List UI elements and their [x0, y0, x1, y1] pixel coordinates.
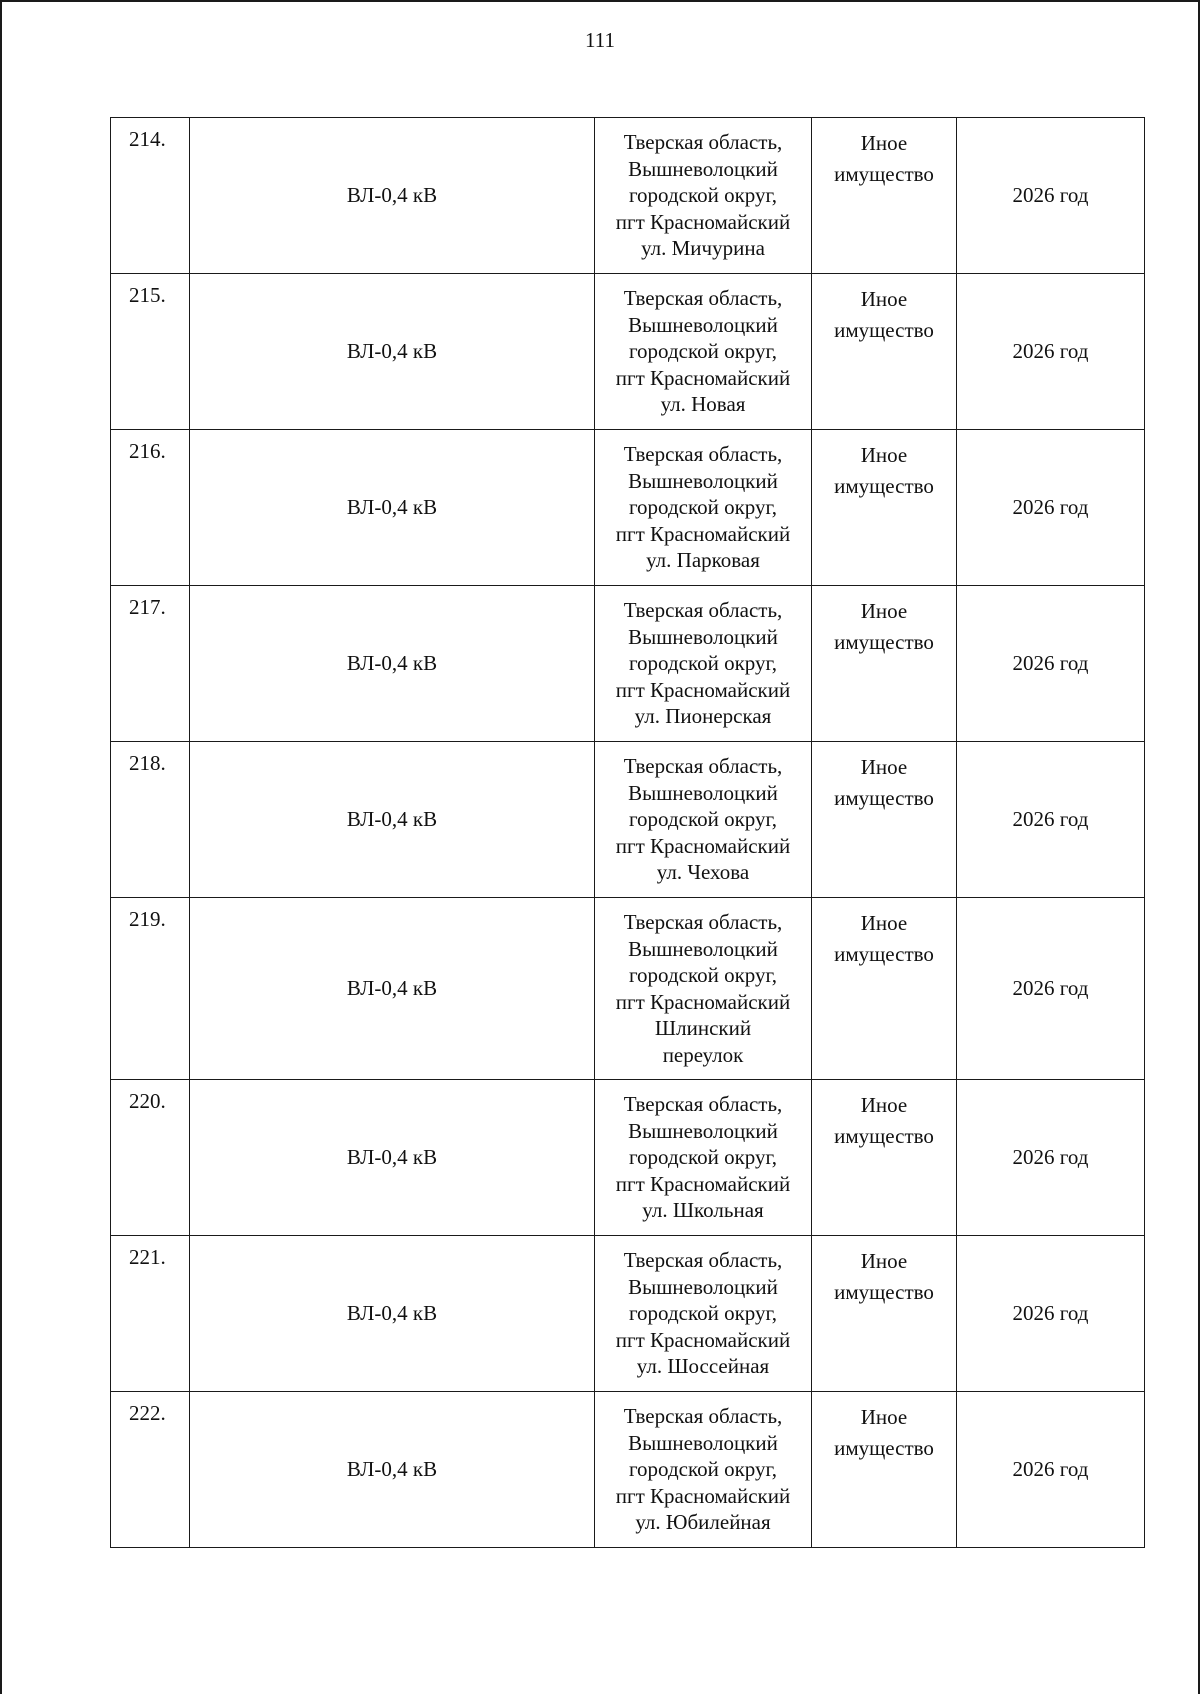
object-name: ВЛ-0,4 кВ [190, 1392, 595, 1548]
address-line: Тверская область, [623, 442, 783, 467]
object-address [595, 430, 812, 586]
table-row [111, 118, 1145, 274]
address-line: городской округ, [628, 807, 778, 832]
property-type-line: имущество [834, 786, 934, 810]
address-line: пгт Красномайский [615, 521, 791, 546]
property-type-line: Иное [860, 599, 908, 623]
property-type [812, 118, 957, 274]
object-address [595, 742, 812, 898]
address-line: городской округ, [628, 183, 778, 208]
property-type-line: Иное [860, 131, 908, 155]
property-type [812, 430, 957, 586]
address-line: пгт Красномайский [615, 1171, 791, 1196]
object-address [595, 898, 812, 1080]
property-table [110, 117, 1145, 1548]
object-name: ВЛ-0,4 кВ [190, 1080, 595, 1236]
privatization-year: 2026 год [957, 430, 1145, 586]
object-address [595, 586, 812, 742]
address-line: ул. Мичурина [641, 236, 765, 261]
address-line: городской округ, [628, 651, 778, 676]
privatization-year: 2026 год [957, 1392, 1145, 1548]
table-row [111, 430, 1145, 586]
address-line: ул. Чехова [656, 860, 750, 885]
address-line: пгт Красномайский [615, 833, 791, 858]
property-type-line: Иное [860, 287, 908, 311]
address-line: Тверская область, [623, 598, 783, 623]
address-line: переулок [662, 1042, 744, 1067]
address-line: городской округ, [628, 963, 778, 987]
property-type-line: имущество [834, 162, 934, 186]
row-number: 218. [111, 742, 190, 898]
property-type [812, 274, 957, 430]
property-type-line: имущество [834, 1436, 934, 1460]
address-line: городской округ, [628, 495, 778, 520]
scan-edge-left [0, 0, 2, 1694]
object-name: ВЛ-0,4 кВ [190, 118, 595, 274]
object-name: ВЛ-0,4 кВ [190, 742, 595, 898]
object-address [595, 1236, 812, 1392]
address-line: городской округ, [628, 1457, 778, 1482]
privatization-year: 2026 год [957, 898, 1145, 1080]
privatization-year: 2026 год [957, 1080, 1145, 1236]
row-number: 216. [111, 430, 190, 586]
address-line: пгт Красномайский [615, 209, 791, 234]
property-type [812, 1080, 957, 1236]
object-name: ВЛ-0,4 кВ [190, 430, 595, 586]
address-line: Шлинский [654, 1016, 752, 1040]
table-row [111, 274, 1145, 430]
property-type-line: имущество [834, 630, 934, 654]
row-number: 214. [111, 118, 190, 274]
row-number: 220. [111, 1080, 190, 1236]
property-type-line: имущество [834, 942, 934, 966]
table-row [111, 742, 1145, 898]
table-row [111, 586, 1145, 742]
address-line: Тверская область, [623, 130, 783, 155]
property-type [812, 742, 957, 898]
privatization-year: 2026 год [957, 586, 1145, 742]
address-line: Вышневолоцкий [628, 624, 778, 649]
address-line: городской округ, [628, 1301, 778, 1326]
address-line: пгт Красномайский [615, 1483, 791, 1508]
address-line: ул. Шоссейная [636, 1354, 770, 1379]
address-line: Тверская область, [623, 286, 783, 311]
address-line: ул. Школьная [642, 1198, 764, 1223]
property-table-body [111, 118, 1145, 1548]
address-line: Вышневолоцкий [628, 780, 778, 805]
address-line: Вышневолоцкий [628, 1430, 778, 1455]
privatization-year: 2026 год [957, 274, 1145, 430]
address-line: Тверская область, [623, 1248, 783, 1273]
object-name: ВЛ-0,4 кВ [190, 898, 595, 1080]
row-number: 222. [111, 1392, 190, 1548]
address-line: пгт Красномайский [615, 677, 791, 702]
property-type-line: Иное [860, 911, 908, 935]
row-number: 217. [111, 586, 190, 742]
property-type [812, 898, 957, 1080]
address-line: пгт Красномайский [615, 989, 791, 1014]
property-type-line: имущество [834, 1124, 934, 1148]
object-name: ВЛ-0,4 кВ [190, 1236, 595, 1392]
row-number: 215. [111, 274, 190, 430]
address-line: Вышневолоцкий [628, 1274, 778, 1299]
table-row [111, 1392, 1145, 1548]
property-type-line: имущество [834, 318, 934, 342]
object-address [595, 274, 812, 430]
property-type [812, 586, 957, 742]
address-line: ул. Пионерская [634, 704, 772, 729]
table-row [111, 1236, 1145, 1392]
property-type-line: имущество [834, 474, 934, 498]
table-row [111, 1080, 1145, 1236]
privatization-year: 2026 год [957, 1236, 1145, 1392]
address-line: ул. Парковая [646, 548, 760, 573]
address-line: Тверская область, [623, 1092, 783, 1117]
object-name: ВЛ-0,4 кВ [190, 274, 595, 430]
property-type-line: Иное [860, 1093, 908, 1117]
scan-edge-top [0, 0, 1200, 2]
address-line: Вышневолоцкий [628, 1118, 778, 1143]
property-type-line: Иное [860, 1405, 908, 1429]
address-line: Вышневолоцкий [628, 468, 778, 493]
address-line: пгт Красномайский [615, 365, 791, 390]
page-number: 111 [585, 28, 615, 52]
address-line: Вышневолоцкий [628, 936, 778, 961]
address-line: Тверская область, [623, 754, 783, 779]
privatization-year: 2026 год [957, 742, 1145, 898]
object-name: ВЛ-0,4 кВ [190, 586, 595, 742]
object-address [595, 1392, 812, 1548]
property-type [812, 1392, 957, 1548]
row-number: 221. [111, 1236, 190, 1392]
table-row [111, 898, 1145, 1080]
privatization-year: 2026 год [957, 118, 1145, 274]
property-type-line: Иное [860, 755, 908, 779]
address-line: пгт Красномайский [615, 1327, 791, 1352]
property-type-line: Иное [860, 1249, 908, 1273]
address-line: Тверская область, [623, 910, 783, 934]
property-type [812, 1236, 957, 1392]
address-line: ул. Новая [660, 392, 746, 417]
address-line: городской округ, [628, 339, 778, 364]
address-line: Тверская область, [623, 1404, 783, 1429]
property-type-line: имущество [834, 1280, 934, 1304]
row-number: 219. [111, 898, 190, 1080]
object-address [595, 118, 812, 274]
object-address [595, 1080, 812, 1236]
address-line: Вышневолоцкий [628, 312, 778, 337]
address-line: Вышневолоцкий [628, 156, 778, 181]
address-line: ул. Юбилейная [635, 1510, 771, 1535]
address-line: городской округ, [628, 1145, 778, 1170]
property-type-line: Иное [860, 443, 908, 467]
